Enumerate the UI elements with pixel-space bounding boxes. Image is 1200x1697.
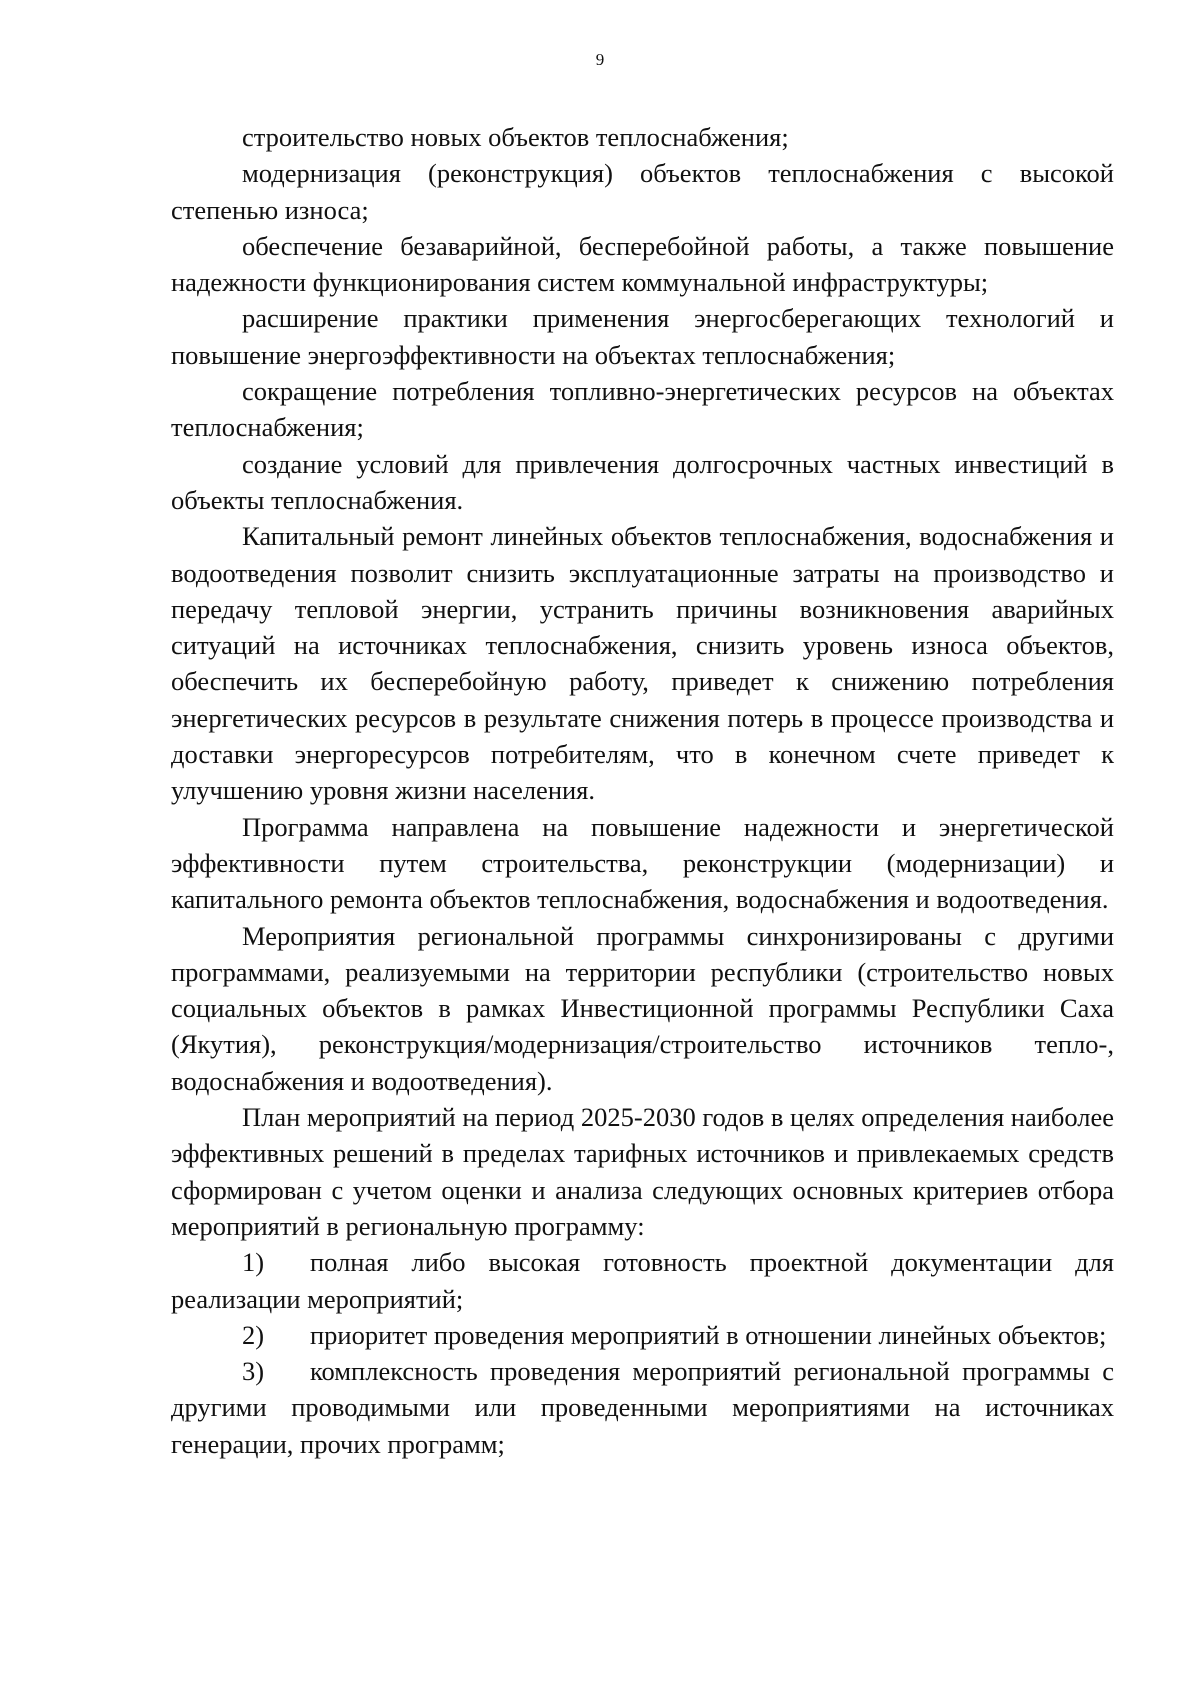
paragraph-energy-saving: расширение практики применения энергосберегающих технологий и повышение энергоэффективности на объектах теплоснабжения; [171,303,1114,370]
criteria-text: полная либо высокая готовность проектной документации для реализации мероприятий; [171,1247,1114,1314]
paragraph-modernization: модернизация (реконструкция) объектов теплоснабжения с высокой степенью износа; [171,158,1114,225]
paragraph-plan: План мероприятий на период 2025-2030 годов в целях определения наиболее эффективных решений в пределах тарифных источников и привлекаемых средств сформирован с учетом оценки и анализа следующих основных критериев отбора мероприятий в региональную программу: [171,1102,1115,1241]
paragraph-program-aim: Программа направлена на повышение надежности и энергетической эффективности путем строительства, реконструкции (модернизации) и капитального ремонта объектов теплоснабжения, водоснабжения и водоотведения. [171,811,1114,915]
paragraph-synchronization: Мероприятия региональной программы синхронизированы с другими программами, реализуемыми на территории республики (строительство новых социальных объектов в рамках Инвестиционной программы Республики Саха (Якутия), реконструкция/модернизация/строительство источников тепло-, водоснабжения и водоотведения). [171,920,1114,1096]
document-body [171,119,1114,1462]
paragraph-capital-repair: Капитальный ремонт линейных объектов теплоснабжения, водоснабжения и водоотведения позволит снизить эксплуатационные затраты на производство и передачу тепловой энергии, устранить причины возникновения аварийных ситуаций на источниках теплоснабжения, снизить уровень износа объектов, обеспечить их бесперебойную работу, приведет к снижению потребления энергетических ресурсов в результате снижения потерь в процессе производства и доставки энергоресурсов потребителям, что в конечном счете приведет к улучшению уровня жизни населения. [171,521,1114,806]
criteria-text: комплексность проведения мероприятий региональной программы с другими проводимыми или проведенными мероприятиями на источниках генерации, прочих программ; [171,1356,1114,1459]
paragraph-resource-reduction: сокращение потребления топливно-энергетических ресурсов на объектах теплоснабжения; [171,376,1114,443]
paragraph-new-construction: строительство новых объектов теплоснабжения; [242,122,789,152]
criteria-number: 3) [242,1356,265,1387]
page-number: 9 [595,50,605,69]
paragraph-reliability: обеспечение безаварийной, бесперебойной работы, а также повышение надежности функционирования систем коммунальной инфраструктуры; [171,230,1114,298]
criteria-item [171,1353,1114,1462]
criteria-text: приоритет проведения мероприятий в отношении линейных объектов; [310,1319,1107,1350]
paragraph-investment: создание условий для привлечения долгосрочных частных инвестиций в объекты теплоснабжения. [171,448,1114,515]
criteria-number: 2) [242,1319,265,1350]
criteria-item [171,1317,1114,1353]
criteria-item [171,1244,1114,1317]
criteria-number: 1) [242,1247,265,1278]
